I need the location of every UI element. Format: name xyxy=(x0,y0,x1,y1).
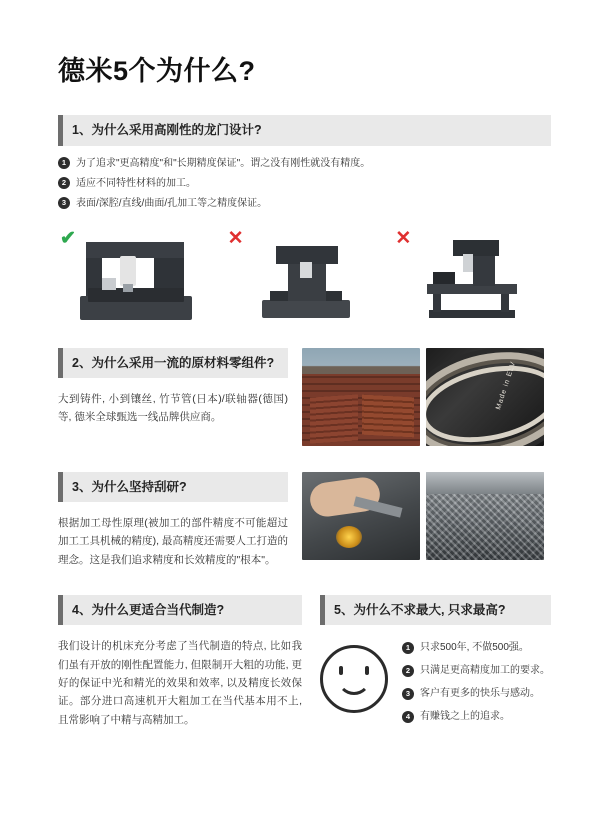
page-title: 德米5个为什么? xyxy=(58,56,256,86)
bearing-brand-label: Made in ELV xyxy=(495,360,518,411)
list-bullet-1: 1 xyxy=(402,642,414,654)
list-bullet-3: 3 xyxy=(58,197,70,209)
section-heading-1: 1、为什么采用高刚性的龙门设计? xyxy=(58,115,551,145)
list-item xyxy=(402,641,551,655)
section-5-list xyxy=(402,641,551,733)
section-3-photo-column xyxy=(302,472,551,569)
list-bullet-4: 4 xyxy=(402,711,414,723)
section-heading-4: 4、为什么更适合当代制造? xyxy=(58,595,302,625)
section-3-text-column xyxy=(58,472,288,569)
list-item xyxy=(402,710,551,724)
section-3-paragraph: 根据加工母性原理(被加工的部件精度不可能超过加工工具机械的精度), 最高精度还需要人工打造的理念。这是我们追求精度和长效精度的"根本"。 xyxy=(58,516,288,566)
machine-figure-1 xyxy=(58,227,216,322)
machine-figure-2 xyxy=(226,227,384,322)
list-bullet-2: 2 xyxy=(58,177,70,189)
list-item xyxy=(58,196,551,211)
red-brick-stacks-photo xyxy=(302,348,420,446)
section-heading-3: 3、为什么坚持刮研? xyxy=(58,472,288,502)
list-item-text: 为了追求"更高精度"和"长期精度保证"。谓之没有刚性就没有精度。 xyxy=(76,157,371,169)
list-item xyxy=(402,664,551,678)
section-4 xyxy=(58,595,302,733)
scraped-surface-photo xyxy=(426,472,544,560)
section-2-paragraph: 大到铸件, 小到镶丝, 竹节管(日本)/联轴器(德国)等, 德米全球甄选一线品牌供应商。 xyxy=(58,392,288,424)
machine-figure-row xyxy=(58,227,551,322)
list-item-text: 客户有更多的快乐与感动。 xyxy=(420,688,540,700)
section-4-5-row xyxy=(58,595,551,733)
list-bullet-3: 3 xyxy=(402,688,414,700)
list-item xyxy=(58,176,551,191)
section-1-list xyxy=(58,156,551,211)
cross-icon: ✕ xyxy=(227,227,244,249)
list-item-text: 适应不同特性材料的加工。 xyxy=(76,177,196,189)
section-2-photo-column xyxy=(302,348,551,446)
bench-machine-illustration xyxy=(423,238,521,318)
section-5 xyxy=(320,595,551,733)
section-4-paragraph: 我们设计的机床充分考虑了当代制造的特点, 比如我们虽有开放的刚性配置能力, 但限制开大粗的功能, 更好的保证中光和精光的效果和效率, 以及精度长效保证。部分进口高速机开大粗加工在当代基本用不上, 且常影响了中精与高精加工。 xyxy=(58,640,302,726)
cross-icon: ✕ xyxy=(395,227,412,249)
list-item-text: 只求500年, 不做500强。 xyxy=(420,642,529,654)
list-item xyxy=(58,156,551,171)
list-item-text: 表面/深腔/直线/曲面/孔加工等之精度保证。 xyxy=(76,197,268,209)
list-bullet-1: 1 xyxy=(58,157,70,169)
section-heading-2: 2、为什么采用一流的原材料零组件? xyxy=(58,348,288,378)
list-item-text: 有赚钱之上的追求。 xyxy=(420,711,510,723)
check-icon: ✔ xyxy=(60,227,76,249)
section-3 xyxy=(58,472,551,569)
c-frame-machine-illustration xyxy=(262,242,350,318)
list-item xyxy=(402,687,551,701)
hand-scraping-photo xyxy=(302,472,420,560)
machine-figure-3 xyxy=(393,227,551,322)
gantry-machine-illustration xyxy=(80,240,192,320)
smiley-face-icon xyxy=(320,645,388,713)
section-2 xyxy=(58,348,551,446)
section-2-text-column xyxy=(58,348,288,446)
list-bullet-2: 2 xyxy=(402,665,414,677)
list-item-text: 只满足更高精度加工的要求。 xyxy=(420,665,550,677)
bearing-ring-photo xyxy=(426,348,544,446)
page-footer xyxy=(0,823,609,831)
section-heading-5: 5、为什么不求最大, 只求最高? xyxy=(320,595,551,625)
